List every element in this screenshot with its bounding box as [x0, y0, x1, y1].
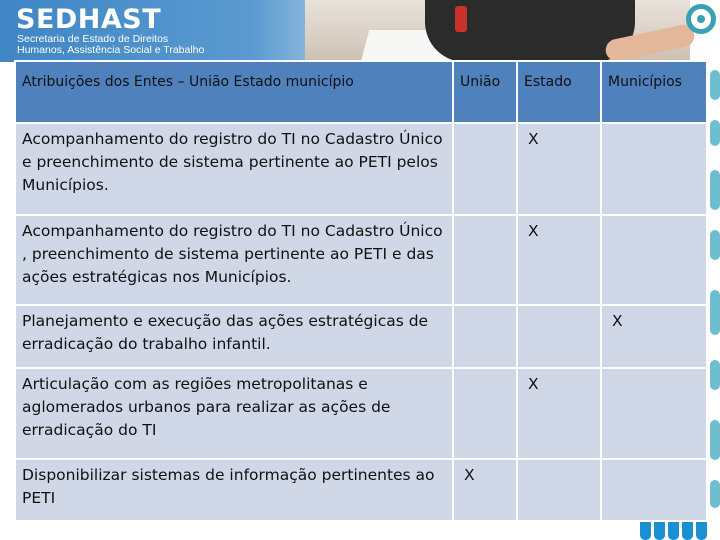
side-bar-shape [710, 360, 720, 390]
corner-emblem-icon [686, 4, 716, 34]
side-bar-shape [710, 480, 720, 508]
header-uniao: União [453, 61, 517, 123]
side-bar-shape [710, 290, 720, 335]
attributions-table [14, 60, 708, 522]
banner-photo [305, 0, 690, 62]
cell-uniao [453, 305, 517, 368]
row-text: Acompanhamento do registro do TI no Cadastro Único , preenchimento de sistema pertinente ao PETI e das ações estratégicas nos Municípios. [15, 215, 453, 305]
pen-image [455, 6, 467, 32]
cell-uniao [453, 368, 517, 459]
cell-estado: X [517, 368, 601, 459]
logo-subtitle-line2: Humanos, Assistência Social e Trabalho [17, 44, 205, 56]
cell-uniao [453, 123, 517, 215]
side-bar-shape [710, 170, 720, 210]
table-row [15, 368, 707, 459]
table-row [15, 459, 707, 521]
sedhast-logo-title: SEDHAST [16, 4, 162, 35]
header-estado: Estado [517, 61, 601, 123]
decorative-side-bars [706, 60, 720, 540]
cell-municipios [601, 215, 707, 305]
row-text: Acompanhamento do registro do TI no Cadastro Único e preenchimento de sistema pertinente ao PETI pelos Municípios. [15, 123, 453, 215]
side-bar-shape [710, 120, 720, 146]
side-bar-shape [710, 70, 720, 100]
side-bar-shape [710, 420, 720, 460]
cell-estado: X [517, 215, 601, 305]
cell-municipios [601, 368, 707, 459]
table-row [15, 123, 707, 215]
cell-estado [517, 459, 601, 521]
cell-estado: X [517, 123, 601, 215]
row-text: Articulação com as regiões metropolitanas e aglomerados urbanos para realizar as ações de erradicação do TI [15, 368, 453, 459]
table-row [15, 215, 707, 305]
cell-estado [517, 305, 601, 368]
row-text: Disponibilizar sistemas de informação pertinentes ao PETI [15, 459, 453, 521]
row-text: Planejamento e execução das ações estratégicas de erradicação do trabalho infantil. [15, 305, 453, 368]
table-header-row [15, 61, 707, 123]
cell-municipios [601, 459, 707, 521]
logo-subtitle-line1: Secretaria de Estado de Direitos [17, 33, 169, 45]
header-attribution: Atribuições dos Entes – União Estado município [15, 61, 453, 123]
header-municipios: Municípios [601, 61, 707, 123]
side-bar-shape [710, 230, 720, 260]
cell-uniao [453, 215, 517, 305]
cell-municipios: X [601, 305, 707, 368]
cell-municipios [601, 123, 707, 215]
header-banner [0, 0, 720, 62]
cell-uniao: X [453, 459, 517, 521]
table-row [15, 305, 707, 368]
